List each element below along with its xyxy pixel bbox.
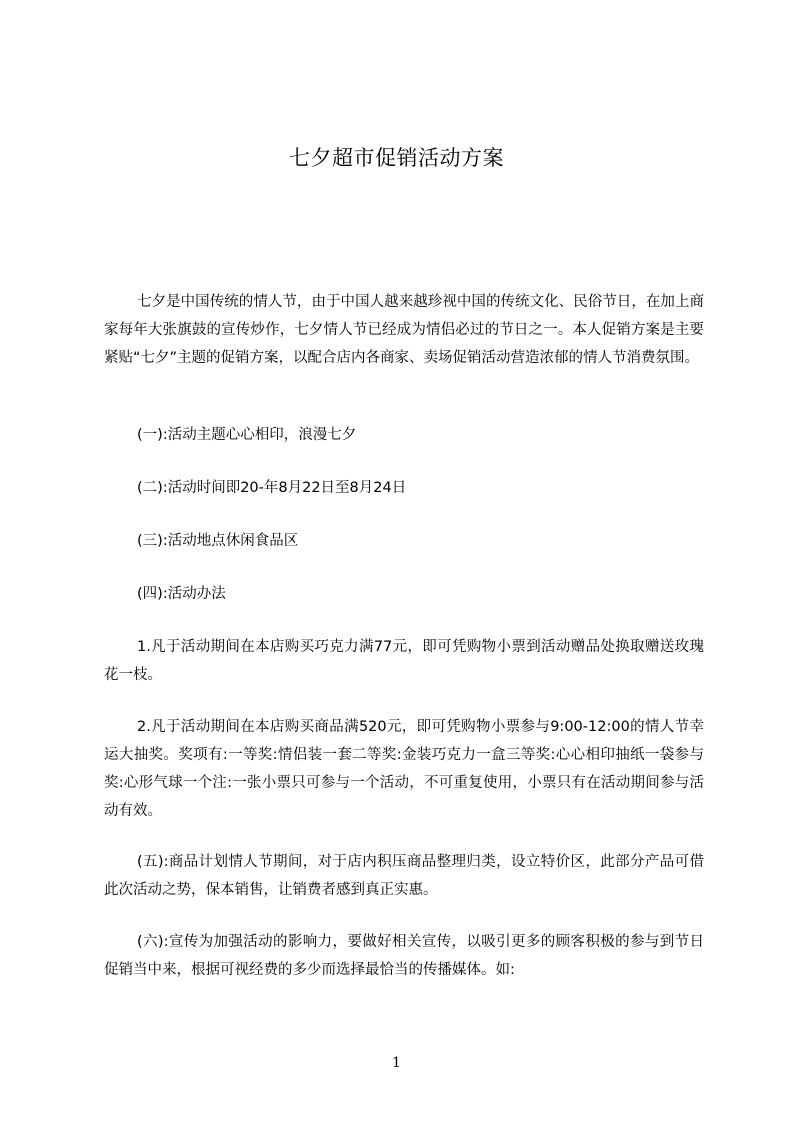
page-number: 1 <box>392 1055 401 1071</box>
section-location: (三):活动地点休闲食品区 <box>137 533 299 549</box>
section-time: (二):活动时间即20-年8月22日至8月24日 <box>137 480 407 496</box>
method-item-1: 1.凡于活动期间在本店购买巧克力满77元，即可凭购物小票到活动赠品处换取赠送玫瑰花一枝。 <box>104 639 704 683</box>
method-item-2: 2.凡于活动期间在本店购买商品满520元，即可凭购物小票参与9:00-12:00的情人节幸运大抽奖。奖项有:一等奖:情侣装一套二等奖:金装巧克力一盒三等奖:心心相印抽纸一袋参与奖:心形气球一个注:一张小票只可参与一个活动，不可重复使用，小票只有在活动期间参与活动有效。 <box>104 719 704 819</box>
section-product-plan: (五):商品计划情人节期间，对于店内积压商品整理归类，设立特价区，此部分产品可借此次活动之势，保本销售，让销费者感到真正实惠。 <box>104 854 704 898</box>
section-publicity: (六):宣传为加强活动的影响力，要做好相关宣传，以吸引更多的顾客积极的参与到节日促销当中来，根据可视经费的多少而选择最恰当的传播媒体。如: <box>104 934 704 978</box>
document-title: 七夕超市促销活动方案 <box>289 146 504 170</box>
section-theme: (一):活动主题心心相印，浪漫七夕 <box>137 427 357 443</box>
section-method: (四):活动办法 <box>137 586 226 602</box>
intro-paragraph: 七夕是中国传统的情人节，由于中国人越来越珍视中国的传统文化、民俗节日，在加上商家每年大张旗鼓的宣传炒作，七夕情人节已经成为情侣必过的节日之一。本人促销方案是主要紧贴“七夕”主题的促销方案，以配合店内各商家、卖场促销活动营造浓郁的情人节消费氛围。 <box>104 294 704 366</box>
